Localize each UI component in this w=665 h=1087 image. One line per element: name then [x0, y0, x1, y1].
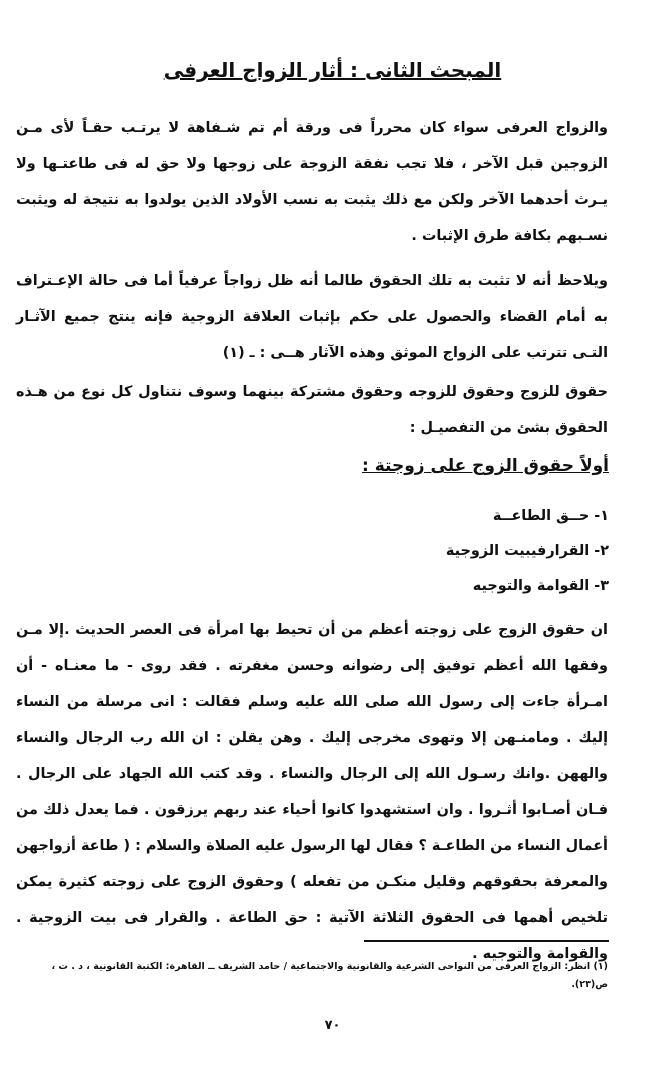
paragraph-2: ويلاحظ أنه لا تثبت به تلك الحقوق طالما أنه ظل زواجاً عرفياً أما فى حالة الإعـتراف به أمام القضاء والحصول على حكم بإثبات العلاقة الزوجية فإنه ينتج جميع الآثـار التـى تترتب على الزواج الموثق وهذه الآثار هــى : ـ (١): [16, 273, 608, 361]
paragraph-4: ان حقوق الزوج على زوجته أعظم من أن تحيط بها امرأة فى العصر الحديث .إلا مـن وفقها الله أعظم توفيق إلى رضوانه وحسن مغفرته . فقد روى - ما معنـاه - أن امـرأة جاءت إلى رسول الله صلى الله عليه وسلم فقالت : انى مرسلة من النساء إليك . ومامنـهن إلا وتهوى مخرجى إليك . وهن يقلن : ان الله رب الرجال والنساء والههن .وانك رسـول الله إلى الرجال والنساء . وقد كتب الله الجهاد على الرجال . فـان أصـابوا أثـروا . وان استشهدوا كانوا أحياء عند ربهم يرزقون . فما يعدل ذلك من أعمال النساء من الطاعـة ؟ فقال لها الرسول عليه الصلاة والسلام : ( طاعة أزواجهن والمعرفة بحقوقهم وقليل منكـن من تفعله ) وحقوق الزوج على زوجته كثيرة يمكن تلخيص أهمها فى الحقوق الثلاثة الآتية : حق الطاعة . والقرار فى بيت الزوجية . والقوامة والتوجيه .: [16, 622, 608, 962]
footnote: (١) انظر: الزواج العرفى من النواحى الشرعية والقانونية والاجتماعية / حامد الشريف ــ القاهرة: الكتبة القانونية ، د . ت ، ص(٢٣).: [51, 961, 608, 990]
footnote-divider: [364, 940, 609, 942]
list-item: ١- حــق الطاعــة: [492, 508, 609, 524]
rights-list: [446, 499, 609, 604]
subheading: أولاً حقوق الزوج على زوجتة :: [362, 456, 609, 476]
list-item: ٢- القرارفيبيت الزوجية: [445, 543, 609, 559]
section-title: المبحث الثانى : أثار الزواج العرفى: [163, 58, 502, 82]
list-item: ٣- القوامة والتوجيه: [472, 578, 609, 594]
paragraph-1: والزواج العرفى سواء كان محرراً فى ورقة أم تم شـفاهة لا يرتـب حقـاً لأى مـن الزوجين قبل الآخر ، فلا تجب نفقة الزوجة على زوجها ولا حق له فى طاعتـها ولا يـرث أحدهما الآخر ولكن مع ذلك يثبت به نسب الأولاد الذين يولدوا به نتيجة له ويثبت نسـبهم بكافة طرق الإثبات .: [16, 120, 608, 244]
page-number: ٧٠: [324, 1018, 341, 1033]
paragraph-3: حقوق للزوج وحقوق للزوجه وحقوق مشتركة بينهما وسوف نتناول كل نوع من هـذه الحقوق بشئ من التفصيـل :: [16, 384, 608, 436]
